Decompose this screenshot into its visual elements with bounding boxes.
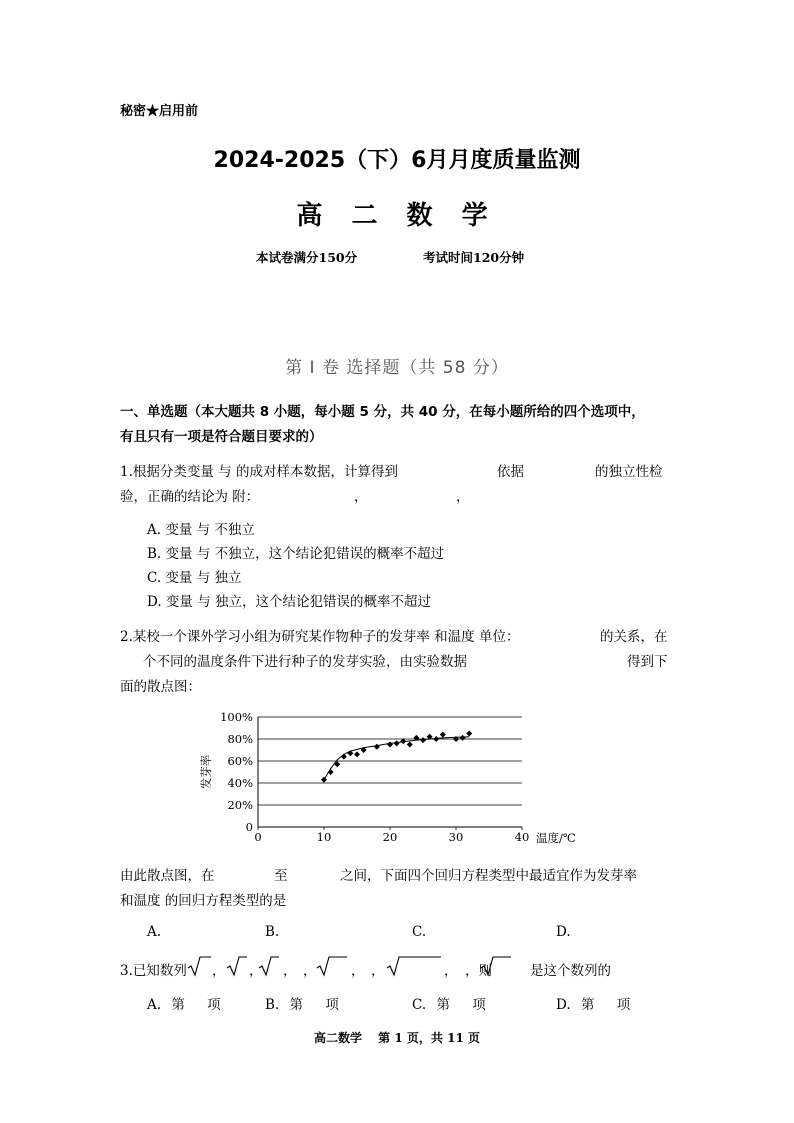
section-heading-line2: 有且只有一项是符合题目要求的） — [120, 429, 323, 445]
y-tick-label: 20% — [227, 798, 253, 812]
data-point-5 — [354, 751, 360, 757]
q1-option-c[interactable]: C. 变量 与 独立 — [147, 570, 242, 586]
q2-option-a[interactable]: A. — [147, 924, 162, 940]
data-point-1 — [328, 769, 334, 775]
subject-title: 高 二 数 学 — [296, 201, 498, 231]
data-point-13 — [420, 737, 426, 743]
data-point-8 — [387, 742, 393, 748]
q3-option-b-pre: 第 — [289, 997, 304, 1013]
q3-text-b: ，则 — [465, 963, 492, 979]
q1-text-1a: 1.根据分类变量 与 的成对样本数据，计算得到 — [120, 464, 398, 480]
q1-option-b[interactable]: B. 变量 与 不独立，这个结论犯错误的概率不超过 — [147, 546, 445, 562]
q3-comma-4: ， — [303, 963, 317, 979]
q3-comma-7: ， — [444, 963, 458, 979]
q3-option-c-pre: 第 — [436, 997, 450, 1013]
data-point-7 — [374, 744, 380, 750]
footer-subject: 高二数学 — [313, 1031, 362, 1045]
sqrt-sign-2 — [227, 957, 247, 975]
q3-option-d[interactable] — [556, 993, 630, 1013]
q2-text-1a: 2.某校一个课外学习小组为研究某作物种子的发芽率 和温度 单位： — [120, 629, 520, 645]
q3-comma-2: ， — [249, 963, 263, 979]
data-point-19 — [466, 731, 472, 737]
section-heading — [120, 400, 680, 450]
q3-comma-6: ， — [371, 963, 385, 979]
data-point-16 — [440, 732, 446, 738]
q3-comma-3: ， — [283, 963, 297, 979]
q3-option-d-pre: 第 — [580, 997, 595, 1013]
full-score: 本试卷满分150分 — [256, 250, 358, 265]
q2-option-d[interactable]: D. — [556, 924, 571, 940]
q3-option-a-pre: 第 — [171, 997, 185, 1013]
q1-text-2c: ， — [456, 489, 470, 505]
q2-after-1a: 由此散点图，在 — [120, 868, 215, 884]
y-tick-label: 0 — [245, 820, 253, 834]
y-tick-label: 60% — [227, 754, 253, 768]
q2-after-1b: 至 — [274, 868, 288, 884]
q2-text-2a: 个不同的温度条件下进行种子的发芽实验，由实验数据 — [143, 654, 467, 670]
part-title: 第 I 卷 选择题（共 58 分） — [285, 358, 509, 378]
q3-option-b-letter: B. — [265, 997, 280, 1013]
data-point-0 — [321, 777, 327, 783]
q3-comma-5: ， — [351, 963, 365, 979]
q1-text-2b: ， — [354, 489, 368, 505]
q1-text-2a: 验，正确的结论为 附： — [120, 489, 260, 505]
q1-text-1c: 的独立性检 — [595, 464, 663, 480]
q2-text-2b: 得到下 — [627, 654, 668, 670]
footer-page-b: 页，共 — [406, 1031, 443, 1045]
footer-page-total: 11 — [447, 1031, 464, 1045]
x-tick-label: 40 — [514, 830, 530, 844]
q2-text-1b: 的关系，在 — [600, 629, 668, 645]
section-heading-line1: 一、单选题（本大题共 8 小题，每小题 5 分，共 40 分，在每小题所给的四个选项中， — [120, 404, 645, 420]
q3-comma-1: ， — [212, 963, 226, 979]
sqrt-sign-5 — [387, 957, 441, 975]
q2-after-2: 和温度 的回归方程类型的是 — [120, 893, 287, 909]
sqrt-sign-4 — [317, 957, 347, 975]
confidential-mark: 秘密★启用前 — [120, 104, 199, 119]
y-tick-label: 100% — [220, 710, 253, 724]
q2-option-c[interactable]: C. — [412, 924, 427, 940]
q2-option-b[interactable]: B. — [265, 924, 280, 940]
data-point-4 — [347, 750, 353, 756]
data-point-3 — [341, 754, 347, 760]
x-tick-label: 10 — [316, 830, 332, 844]
footer-page-number: 1 — [394, 1031, 403, 1045]
q3-option-b[interactable] — [265, 993, 339, 1013]
data-point-15 — [433, 736, 439, 742]
q2-after-1c: 之间，下面四个回归方程类型中最适宜作为发芽率 — [340, 868, 637, 884]
q1-option-d[interactable]: D. 变量 与 独立，这个结论犯错误的概率不超过 — [147, 594, 432, 610]
q1-option-a[interactable]: A. 变量 与 不独立 — [147, 522, 255, 538]
q3-text-a: 3.已知数列 — [120, 963, 187, 979]
q3-option-c-post: 项 — [472, 997, 486, 1013]
q3-text-c: 是这个数列的 — [530, 963, 611, 979]
x-tick-label: 20 — [382, 830, 398, 844]
q1-text-1b: 依据 — [497, 464, 524, 480]
y-tick-label: 80% — [227, 732, 253, 746]
footer-page-a: 第 — [378, 1031, 391, 1045]
y-axis-label: 发芽率 — [199, 754, 213, 790]
germination-scatter-chart — [196, 706, 616, 850]
scatter-plot-svg — [196, 706, 616, 850]
q2-text-3: 面的散点图： — [120, 679, 201, 695]
q3-option-a-letter: A. — [147, 997, 162, 1013]
q3-option-c[interactable] — [412, 993, 486, 1013]
exam-time: 考试时间120分钟 — [423, 250, 525, 265]
sqrt-sign-1 — [188, 957, 211, 975]
q3-option-a-post: 项 — [207, 997, 221, 1013]
page-footer — [0, 1029, 794, 1046]
data-point-18 — [460, 735, 466, 741]
data-point-9 — [394, 740, 400, 746]
x-tick-label: 0 — [254, 830, 262, 844]
q3-option-b-post: 项 — [325, 997, 339, 1013]
x-tick-label: 30 — [448, 830, 464, 844]
footer-page-c: 页 — [468, 1031, 481, 1045]
q3-option-d-post: 项 — [616, 997, 631, 1013]
y-tick-label: 40% — [227, 776, 253, 790]
x-axis-label: 温度/℃ — [536, 831, 576, 845]
exam-title: 2024-2025（下）6月月度质量监测 — [213, 148, 581, 173]
q3-option-c-letter: C. — [412, 997, 427, 1013]
data-point-11 — [407, 742, 413, 748]
q3-option-a[interactable] — [147, 993, 221, 1013]
q3-option-d-letter: D. — [556, 997, 571, 1013]
